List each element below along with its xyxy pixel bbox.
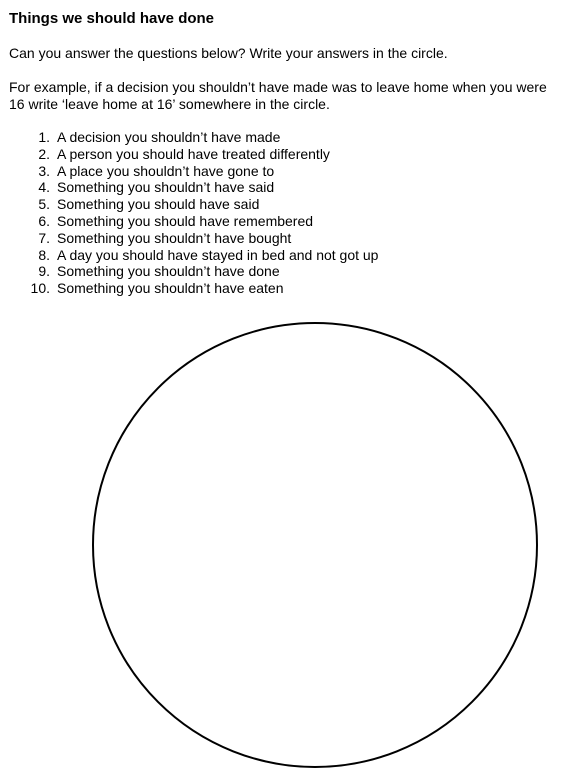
question-text: Something you shouldn’t have eaten: [57, 280, 284, 297]
example-text: [9, 79, 547, 113]
question-number: 8.: [38, 246, 50, 263]
question-text: A decision you shouldn’t have made: [57, 129, 281, 145]
question-text: Something you should have said: [57, 196, 260, 213]
question-text: A day you should have stayed in bed and not got up: [57, 246, 379, 263]
intro-text: Can you answer the questions below? Write your answers in the circle.: [9, 45, 448, 61]
question-number: 3.: [38, 162, 50, 179]
question-number: 7.: [38, 229, 50, 246]
page-title: Things we should have done: [9, 10, 215, 27]
question-number: 5.: [38, 196, 50, 213]
question-text: Something you should have remembered: [57, 212, 314, 229]
question-text: Something you shouldn’t have done: [57, 263, 280, 280]
example-line-1: For example, if a decision you shouldn’t have made was to leave home when you were: [9, 79, 547, 95]
question-number: 2.: [38, 145, 50, 162]
question-number: 10.: [30, 280, 50, 297]
question-number: 9.: [38, 263, 50, 280]
question-number: 4.: [38, 179, 50, 196]
question-number: 1.: [38, 129, 50, 145]
question-text: Something you shouldn’t have bought: [57, 229, 292, 246]
question-text: Something you shouldn’t have said: [57, 179, 275, 196]
question-text: A person you should have treated differently: [57, 145, 330, 162]
question-number: 6.: [38, 212, 50, 229]
answer-circle: [92, 322, 538, 768]
example-line-2: 16 write ‘leave home at 16’ somewhere in the circle.: [9, 96, 330, 112]
question-text: A place you shouldn’t have gone to: [57, 162, 275, 179]
